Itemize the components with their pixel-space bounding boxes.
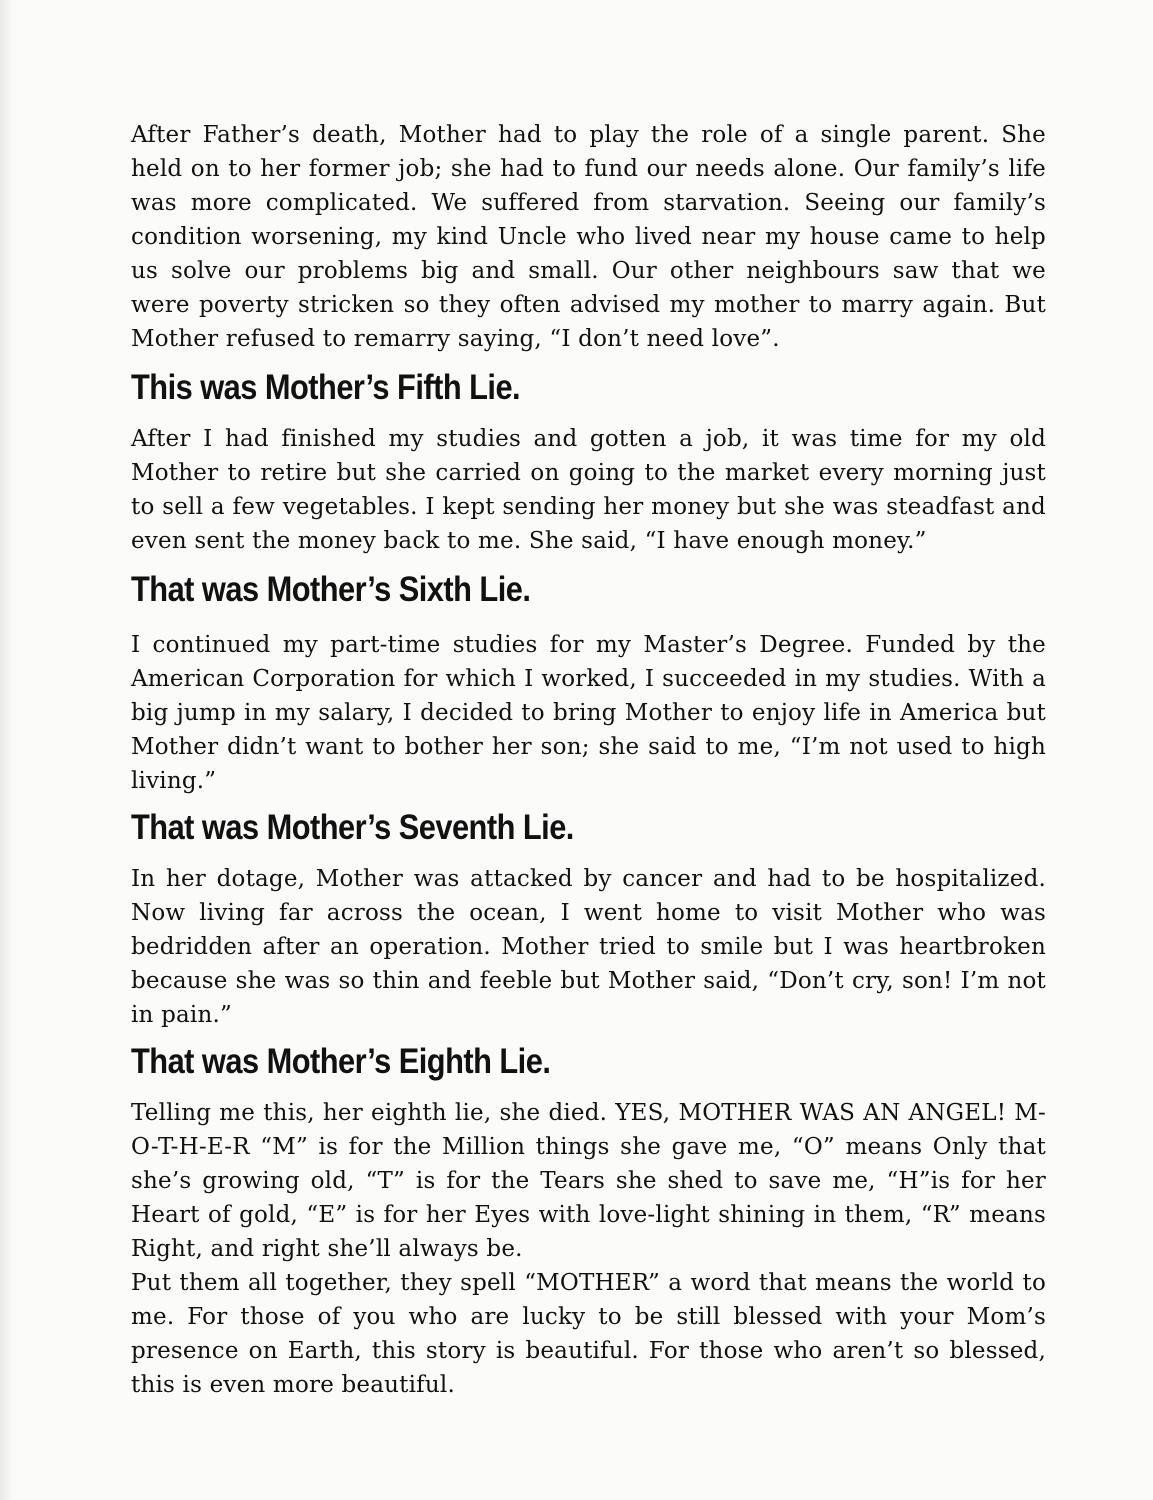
paragraph-mother-acronym: Telling me this, her eighth lie, she died. YES, MOTHER WAS AN ANGEL! M-O-T-H-E-R “M” is for the Million things she gave me, “O” means Only that she’s growing old, “T” is for the Tears she shed to save me, “H”is for her Heart of gold, “E” is for her Eyes with love-light shining in them, “R” means Right, and right she’ll always be. — [131, 1100, 1046, 1262]
heading-fifth-lie: This was Mother’s Fifth Lie. — [131, 368, 521, 407]
article-body — [131, 118, 1046, 1402]
heading-sixth-lie: That was Mother’s Sixth Lie. — [131, 570, 531, 609]
paragraph-fathers-death: After Father’s death, Mother had to play the role of a single parent. She held on to her former job; she had to fund our needs alone. Our family’s life was more complicated. We suffered from starvation. Seeing our family’s condition worsening, my kind Uncle who lived near my house came to help us solve our problems big and small. Our other neighbours saw that we were poverty stricken so they often advised my mother to marry again. But Mother refused to remarry saying, “I don’t need love”. — [131, 122, 1046, 352]
paragraph-retire: After I had finished my studies and gotten a job, it was time for my old Mother to retire but she carried on going to the market every morning just to sell a few vegetables. I kept sending her money but she was steadfast and even sent the money back to me. She said, “I have enough money.” — [131, 426, 1046, 554]
paragraph-masters-degree: I continued my part-time studies for my Master’s Degree. Funded by the American Corporation for which I worked, I succeeded in my studies. With a big jump in my salary, I decided to bring Mother to enjoy life in America but Mother didn’t want to bother her son; she said to me, “I’m not used to high living.” — [131, 632, 1046, 794]
heading-eighth-lie: That was Mother’s Eighth Lie. — [131, 1042, 551, 1081]
heading-seventh-lie: That was Mother’s Seventh Lie. — [131, 808, 574, 847]
page-edge-shadow — [0, 0, 14, 1500]
paragraph-cancer: In her dotage, Mother was attacked by cancer and had to be hospitalized. Now living far across the ocean, I went home to visit Mother who was bedridden after an operation. Mother tried to smile but I was heartbroken because she was so thin and feeble but Mother said, “Don’t cry, son! I’m not in pain.” — [131, 866, 1046, 1028]
paragraph-closing: Put them all together, they spell “MOTHER” a word that means the world to me. For those of you who are lucky to be still blessed with your Mom’s presence on Earth, this story is beautiful. For those who aren’t so blessed, this is even more beautiful. — [131, 1270, 1046, 1398]
